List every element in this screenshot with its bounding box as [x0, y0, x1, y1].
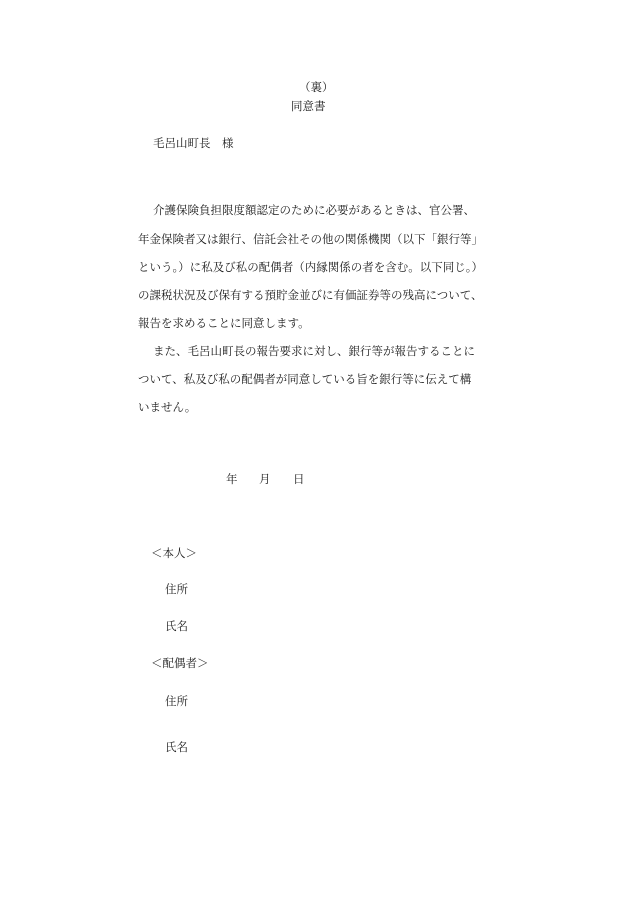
spouse-heading: ＜配偶者＞	[151, 656, 209, 670]
principal-heading: ＜本人＞	[151, 546, 197, 560]
body-line-2: 年金保険者又は銀行、信託会社その他の関係機関（以下「銀行等」	[138, 232, 483, 246]
principal-name-label: 氏名	[165, 619, 188, 633]
principal-address-label: 住所	[165, 582, 188, 596]
date-day: 日	[293, 472, 305, 486]
date-year: 年	[226, 472, 238, 486]
form-title: 同意書	[291, 99, 326, 113]
body-line-1: 介護保険負担限度額認定のために必要があるときは、官公署、	[153, 203, 475, 217]
body-line-8: いません。	[138, 400, 197, 414]
addressee: 毛呂山町長 様	[153, 136, 234, 150]
body-line-5: 報告を求めることに同意します。	[138, 316, 310, 330]
body-line-6: また、毛呂山町長の報告要求に対し、銀行等が報告することに	[153, 344, 475, 358]
date-month: 月	[259, 472, 271, 486]
spouse-name-label: 氏名	[165, 740, 188, 754]
body-line-4: の課税状況及び保有する預貯金並びに有価証券等の残高について、	[138, 288, 483, 302]
spouse-address-label: 住所	[165, 694, 188, 708]
body-line-7: ついて、私及び私の配偶者が同意している旨を銀行等に伝えて構	[138, 372, 472, 386]
side-label: （裏）	[299, 80, 334, 94]
body-line-3: という。）に私及び私の配偶者（内縁関係の者を含む。以下同じ。）	[138, 260, 483, 274]
